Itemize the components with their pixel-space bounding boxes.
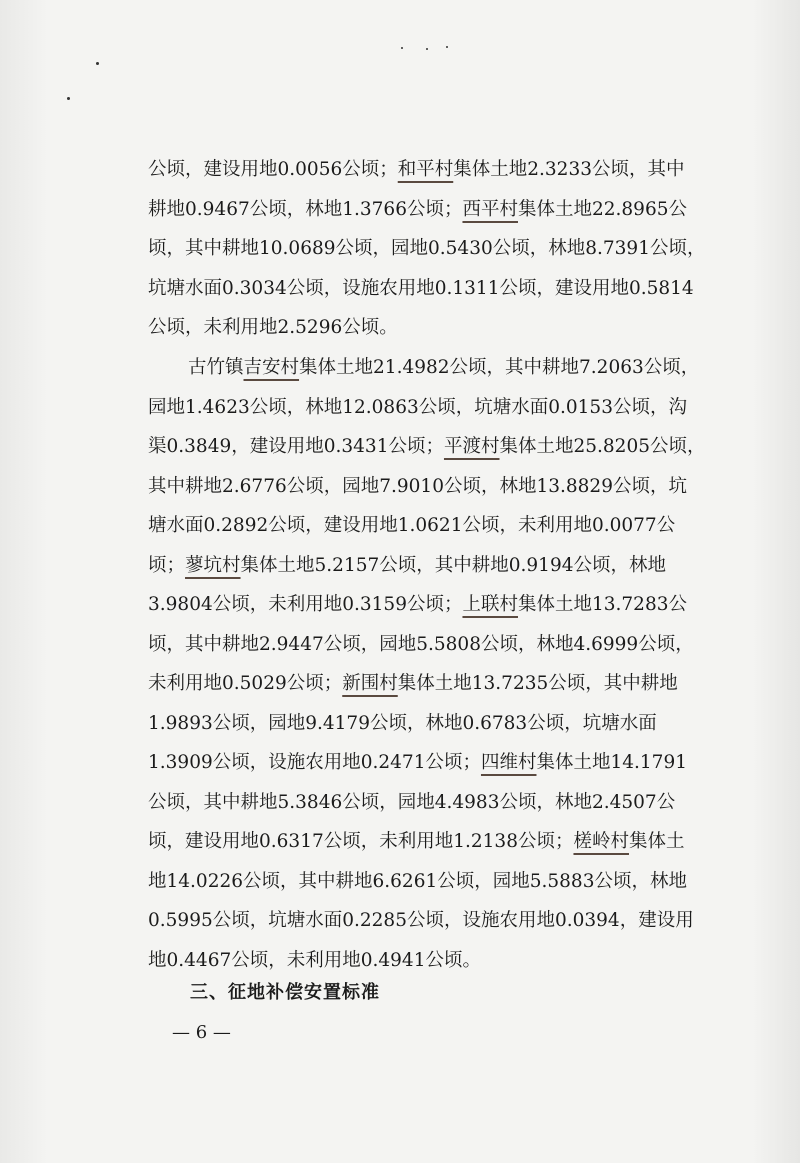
text-segment: 其中耕地2.6776公顷，园地7.9010公顷，林地13.8829公顷，坑 (148, 475, 687, 497)
text-segment: 集体土 (628, 831, 685, 852)
text-segment: 集体土地13.7235公顷，其中耕地 (397, 673, 678, 694)
scan-speck (426, 48, 428, 50)
text-segment: 0.5995公顷，坑塘水面0.2285公顷，设施农用地0.0394，建设用 (148, 910, 694, 931)
scan-speck (401, 47, 403, 49)
text-line (148, 862, 734, 902)
text-line (148, 150, 734, 190)
text-segment: 顷，其中耕地2.9447公顷，园地5.5808公顷，林地4.6999公顷， (148, 633, 694, 655)
text-segment: 未利用地0.5029公顷； (148, 673, 343, 694)
scan-speck (67, 97, 70, 100)
section-heading: 三、征地补偿安置标准 (190, 982, 380, 1003)
page-number: — 6 — (172, 1022, 231, 1043)
text-segment: 集体土地21.4982公顷，其中耕地7.2063公顷， (299, 357, 700, 378)
text-segment: 集体土地14.1791 (536, 752, 687, 773)
text-segment: 塘水面0.2892公顷，建设用地1.0621公顷，未利用地0.0077公 (148, 515, 676, 536)
village-name-underlined: 槎岭村 (573, 831, 629, 852)
text-segment: 集体土地22.8965公 (517, 198, 687, 220)
text-line (148, 625, 734, 665)
text-line (148, 664, 734, 704)
village-name-underlined: 上联村 (462, 594, 518, 615)
text-segment: 顷； (148, 554, 186, 576)
scan-speck (446, 46, 448, 48)
text-segment: 园地1.4623公顷，林地12.0863公顷，坑塘水面0.0153公顷，沟 (148, 396, 687, 418)
village-name-underlined: 蓼坑村 (185, 554, 241, 576)
scan-speck (96, 62, 99, 65)
village-name-underlined: 吉安村 (243, 357, 300, 378)
text-segment: 耕地0.9467公顷，林地1.3766公顷； (148, 198, 463, 220)
text-line (148, 743, 734, 783)
village-name-underlined: 平渡村 (443, 436, 500, 457)
text-segment: 地14.0226公顷，其中耕地6.6261公顷，园地5.5883公顷，林地 (148, 870, 687, 892)
text-segment: 公顷，建设用地0.0056公顷； (148, 159, 398, 180)
text-line (148, 229, 734, 269)
text-segment: 顷，建设用地0.6317公顷，未利用地1.2138公顷； (148, 831, 574, 852)
text-segment: 集体土地25.8205公顷， (499, 436, 706, 457)
text-line (148, 704, 734, 744)
text-segment: 顷，其中耕地10.0689公顷，园地0.5430公顷，林地8.7391公顷， (148, 238, 706, 259)
text-segment: 1.3909公顷，设施农用地0.2471公顷； (148, 752, 481, 773)
text-line (148, 585, 734, 625)
text-line (148, 348, 734, 388)
text-line (148, 269, 734, 309)
text-line (148, 546, 734, 586)
text-line (148, 901, 734, 941)
text-segment: 公顷，其中耕地5.3846公顷，园地4.4983公顷，林地2.4507公 (148, 791, 676, 813)
paragraph-land-area-2 (148, 348, 734, 980)
text-line (148, 506, 734, 546)
text-line (148, 783, 734, 823)
village-name-underlined: 和平村 (397, 159, 454, 180)
text-segment: 渠0.3849，建设用地0.3431公顷； (148, 436, 444, 457)
paragraph-land-area-1 (148, 150, 734, 348)
text-segment: 集体土地5.2157公顷，其中耕地0.9194公顷，林地 (240, 554, 666, 576)
text-segment: 坑塘水面0.3034公顷，设施农用地0.1311公顷，建设用地0.5814 (148, 277, 694, 299)
text-line (148, 308, 734, 348)
text-line (148, 941, 734, 981)
text-line (148, 822, 734, 862)
text-segment: 集体土地13.7283公 (517, 594, 687, 615)
village-name-underlined: 西平村 (462, 198, 518, 220)
text-line (148, 427, 734, 467)
text-line (148, 467, 734, 507)
text-segment: 1.9893公顷，园地9.4179公顷，林地0.6783公顷，坑塘水面 (148, 712, 657, 734)
text-line (148, 190, 734, 230)
text-segment: 集体土地2.3233公顷，其中 (453, 159, 685, 180)
text-segment: 公顷，未利用地2.5296公顷。 (148, 317, 398, 338)
text-segment: 古竹镇 (188, 357, 244, 378)
village-name-underlined: 四维村 (480, 752, 537, 773)
text-segment: 3.9804公顷，未利用地0.3159公顷； (148, 594, 463, 615)
text-segment: 地0.4467公顷，未利用地0.4941公顷。 (148, 949, 481, 971)
village-name-underlined: 新围村 (342, 673, 398, 694)
text-line (148, 388, 734, 428)
